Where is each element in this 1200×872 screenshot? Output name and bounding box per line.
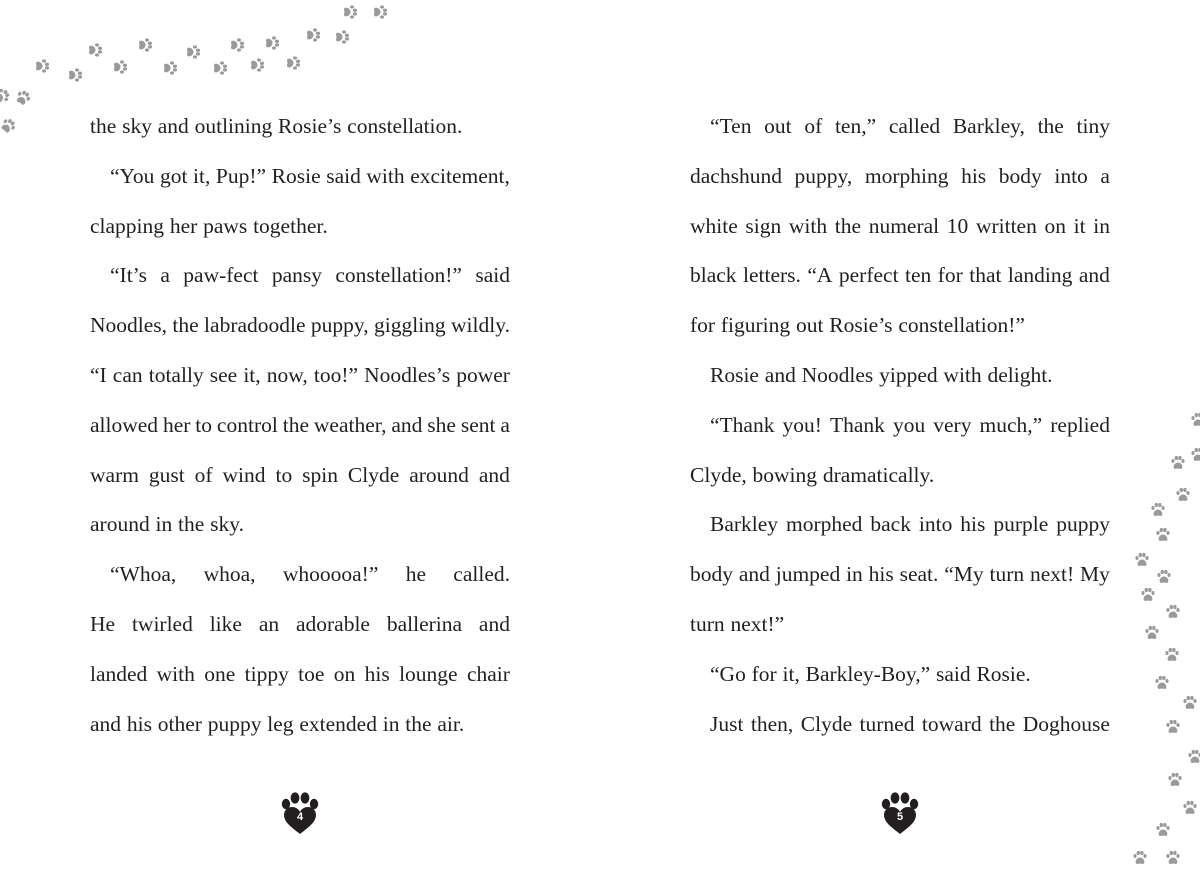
text-line: dachshund puppy, morphing his body into a [690,163,1110,188]
paw-print-icon [264,35,280,51]
paw-print-icon [162,60,178,76]
paw-print-icon [212,60,228,76]
paw-print-icon [1134,552,1150,568]
paw-print-icon [185,44,201,60]
paw-print-icon [249,57,265,73]
paw-print-icon [1144,625,1160,641]
paw-print-icon [1155,822,1171,838]
paw-print-icon [1164,647,1180,663]
text-line: white sign with the numeral 10 written on it in [690,213,1110,238]
paw-print-icon [1165,719,1181,735]
paw-print-icon [1150,502,1166,518]
page-number-4 [280,792,320,836]
paw-print-icon [0,118,16,134]
text-line: turn next!” [690,611,785,636]
paw-print-icon [137,37,153,53]
text-line: Clyde, bowing dramatically. [690,462,935,487]
paw-print-icon [372,4,388,20]
paw-print-icon [334,29,350,45]
text-line: the sky and outlining Rosie’s constellation. [90,114,463,138]
paw-print-icon [1140,587,1156,603]
text-line: and his other puppy leg extended in the air. [90,711,465,736]
paw-print-icon [285,55,301,71]
paw-print-icon [1187,749,1200,765]
paw-print-icon [15,90,31,106]
text-line: He twirled like an adorable ballerina and [90,611,510,636]
right-page [600,0,1200,872]
text-line: for figuring out Rosie’s constellation!” [690,313,1025,338]
text-line: “Thank you! Thank you very much,” replied [710,412,1110,437]
page-number-label: 4 [296,811,304,823]
paw-print-icon [1182,800,1198,816]
paw-print-icon [1154,675,1170,691]
text-line: clapping her paws together. [90,213,328,238]
text-line: body and jumped in his seat. “My turn next! My [690,562,1110,587]
left-page-text [90,105,510,752]
paw-print-icon [1175,487,1191,503]
paw-print-icon [1155,527,1171,543]
text-line: “It’s a paw-fect pansy constellation!” said [110,263,510,288]
text-line: warm gust of wind to spin Clyde around and [90,462,510,487]
paw-print-icon [112,59,128,75]
text-line: “Go for it, Barkley-Boy,” said Rosie. [710,661,1031,686]
text-line: Barkley morphed back into his purple puppy [710,512,1110,537]
paw-print-icon [1132,850,1148,866]
paw-print-icon [87,42,103,58]
paw-print-icon [305,27,321,43]
paw-print-icon [67,67,83,83]
text-line: Noodles, the labradoodle puppy, giggling wildly. [90,313,510,338]
paw-print-icon [1190,412,1200,428]
paw-print-icon [1167,772,1183,788]
paw-print-icon [34,58,50,74]
text-line: Rosie and Noodles yipped with delight. [710,362,1053,387]
text-line: “You got it, Pup!” Rosie said with excitement, [110,163,510,188]
paw-print-icon [1165,604,1181,620]
page-number-label: 5 [896,811,904,823]
text-line: “Ten out of ten,” called Barkley, the tiny [710,114,1110,138]
paw-print-icon [1190,447,1200,463]
page-number-5 [880,792,920,836]
text-line: allowed her to control the weather, and she sent a [90,412,510,437]
paw-print-icon [1165,850,1181,866]
text-line: around in the sky. [90,512,244,537]
paw-print-icon [342,4,358,20]
text-line: Just then, Clyde turned toward the Doghouse [710,711,1110,736]
text-line: “I can totally see it, now, too!” Noodles’s power [90,362,510,387]
text-line: landed with one tippy toe on his lounge chair [90,661,510,686]
paw-print-icon [1182,695,1198,711]
text-line: black letters. “A perfect ten for that landing and [690,263,1110,288]
paw-print-icon [1170,455,1186,471]
paw-print-icon [1156,569,1172,585]
text-line: “Whoa, whoa, whooooa!” he called. [110,562,510,587]
right-page-text [690,105,1110,752]
paw-print-icon [229,37,245,53]
paw-print-icon [0,88,10,104]
